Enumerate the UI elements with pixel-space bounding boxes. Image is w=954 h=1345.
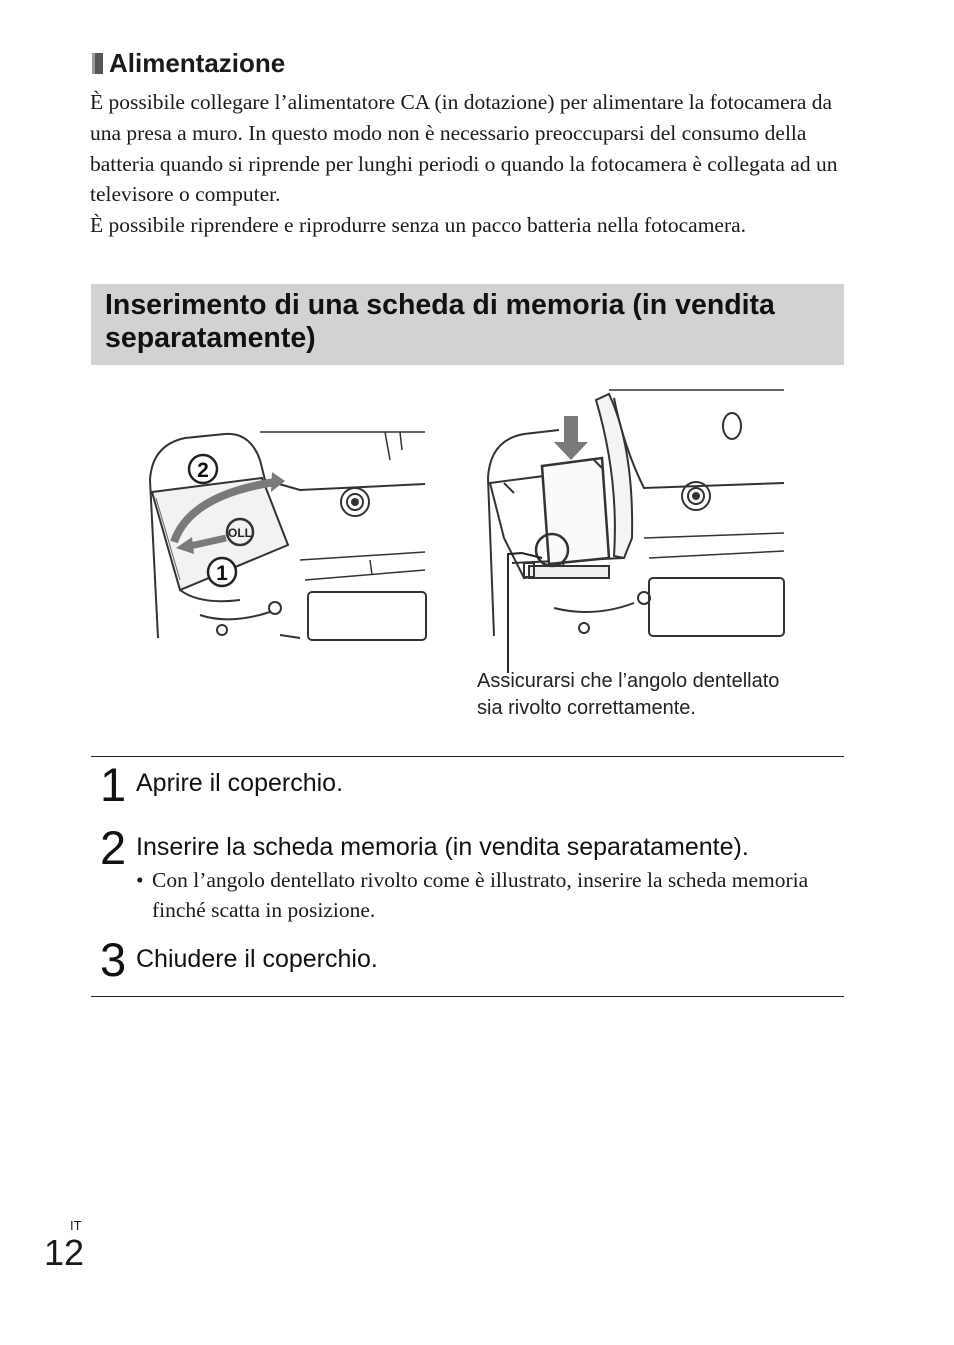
step-2-bullet [136,865,836,925]
page-number: 12 [44,1232,85,1273]
caption-leader-line [507,555,509,673]
section-title-banner [91,284,844,365]
subsection-heading-text: Alimentazione [109,48,286,78]
step-3-text: Chiudere il coperchio. [136,945,378,973]
insert-card-illustration [484,388,786,638]
language-code: IT [70,1218,82,1233]
power-section-body [90,87,850,241]
figure-caption [477,668,779,722]
step-3-number: 3 [100,933,127,986]
heading-marker-icon [92,53,103,74]
steps-bottom-rule [91,996,844,997]
steps-top-rule [91,756,844,757]
caption-line-1: Assicurarsi che l’angolo dentellato [477,670,780,692]
section-title: Inserimento di una scheda di memoria (in vendita separatamente) [105,289,775,354]
power-paragraph-2: È possibile riprendere e riprodurre senza un pacco batteria nella fotocamera. [90,213,747,238]
open-cover-illustration [140,420,430,642]
marker-1-label: 1 [216,562,228,585]
caption-line-2: sia rivolto correttamente. [477,697,696,719]
svg-text:OLL: OLL [228,526,252,540]
step-2-text: Inserire la scheda memoria (in vendita separatamente). [136,833,749,861]
marker-2-label: 2 [197,459,209,482]
step-2-bullet-text: Con l’angolo dentellato rivolto come è illustrato, inserire la scheda memoria finché scatta in posizione. [152,868,809,922]
step-2-number: 2 [100,821,127,874]
power-paragraph-1: È possibile collegare l’alimentatore CA (in dotazione) per alimentare la fotocamera da una presa a muro. In questo modo non è necessario preoccuparsi del consumo della batteria quando si riprende per lunghi periodi o quando la fotocamera è collegata ad un televisore o computer. [90,90,838,207]
bullet-dot-icon: • [136,868,144,892]
subsection-heading [92,48,285,79]
step-1-number: 1 [100,758,127,811]
step-1-text: Aprire il coperchio. [136,769,344,797]
